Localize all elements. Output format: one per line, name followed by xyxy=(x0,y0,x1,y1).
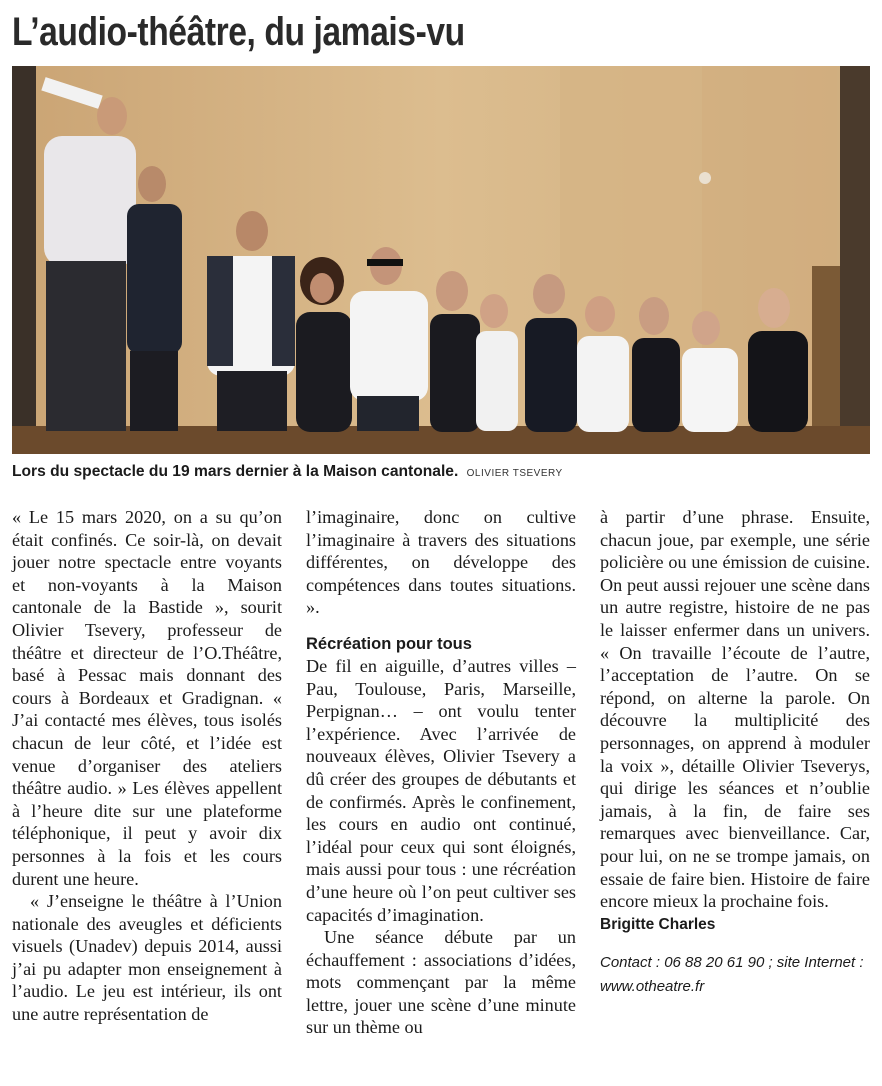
stage-performers-image xyxy=(12,66,870,454)
article-column-3 xyxy=(600,506,870,999)
contact-line: Contact : 06 88 20 61 90 ; site Internet : xyxy=(600,953,864,971)
body-paragraph: « Le 15 mars 2020, on a su qu’on était confinés. Ce soir-là, on devait jouer notre spectacle entre voyants et non-voyants à la Maison cantonale de la Bastide », sourit Olivier Tsevery, professeur de théâtre et directeur de l’O.Théâtre, basé à Pessac mais donnant des cours à Bordeaux et Gradignan. « J’ai contacté mes élèves, tous isolés chacun de leur côté, et l’idée est venue d’organiser des ateliers théâtre audio. » Les élèves appellent à l’heure dite sur une plateforme téléphonique, il peut y avoir dix personnes à la fois et les cours durent une heure. xyxy=(12,507,282,889)
section-subheading: Récréation pour tous xyxy=(306,634,472,653)
contact-info xyxy=(600,951,870,999)
article-author: Brigitte Charles xyxy=(600,915,716,933)
article-photo xyxy=(12,66,870,454)
photo-credit: OLIVIER TSEVERY xyxy=(466,468,563,479)
website-link[interactable]: www.otheatre.fr xyxy=(600,977,705,995)
photo-caption-text: Lors du spectacle du 19 mars dernier à la Maison cantonale. xyxy=(12,463,459,480)
body-paragraph: Une séance débute par un échauffement : associations d’idées, mots commençant par la même lettre, jouer une scène d’une minute sur un thème ou xyxy=(306,927,576,1038)
body-paragraph: « J’enseigne le théâtre à l’Union nationale des aveugles et déficients visuels (Unadev) depuis 2014, aussi j’ai pu adapter mon enseignement à l’audio. Le jeu est intérieur, ils ont une autre représentation de xyxy=(12,891,282,1025)
body-paragraph: à partir d’une phrase. Ensuite, chacun joue, par exemple, une série policière ou une émission de cuisine. On peut aussi rejouer une scène dans un autre registre, histoire de ne pas le laisser enfermer dans un univers. « On travaille l’écoute de l’autre, l’acceptation de l’autre. On se répond, on alterne la parole. On découvre la multiplicité des personnages, on apprend à moduler la voix », détaille Olivier Tseverys, qui dirige les séances et n’oublie jamais, à la fin, de faire ses remarques avec bienveillance. Car, pour lui, on ne se trompe jamais, on essaie de faire bien. Histoire de faire encore mieux la prochaine fois. xyxy=(600,507,870,912)
article-column-1 xyxy=(12,506,282,1026)
article-column-2 xyxy=(306,506,576,1039)
body-paragraph: l’imaginaire, donc on cultive l’imaginaire à travers des situations différentes, on développe des compétences dans toutes situations. ». xyxy=(306,507,576,618)
article-headline: L’audio-théâtre, du jamais-vu xyxy=(12,10,465,54)
body-paragraph: De fil en aiguille, d’autres villes – Pau, Toulouse, Paris, Marseille, Perpignan… – ont voulu tenter l’expérience. Avec l’arrivée de nouveaux élèves, Olivier Tsevery a dû créer des groupes de débutants et de confirmés. Après le confinement, les cours en audio ont continué, l’idéal pour ceux qui sont éloignés, mais aussi pour tous : une récréation d’une heure où l’on peut cultiver ses capacités d’imagination. xyxy=(306,655,576,925)
photo-caption xyxy=(12,459,870,487)
